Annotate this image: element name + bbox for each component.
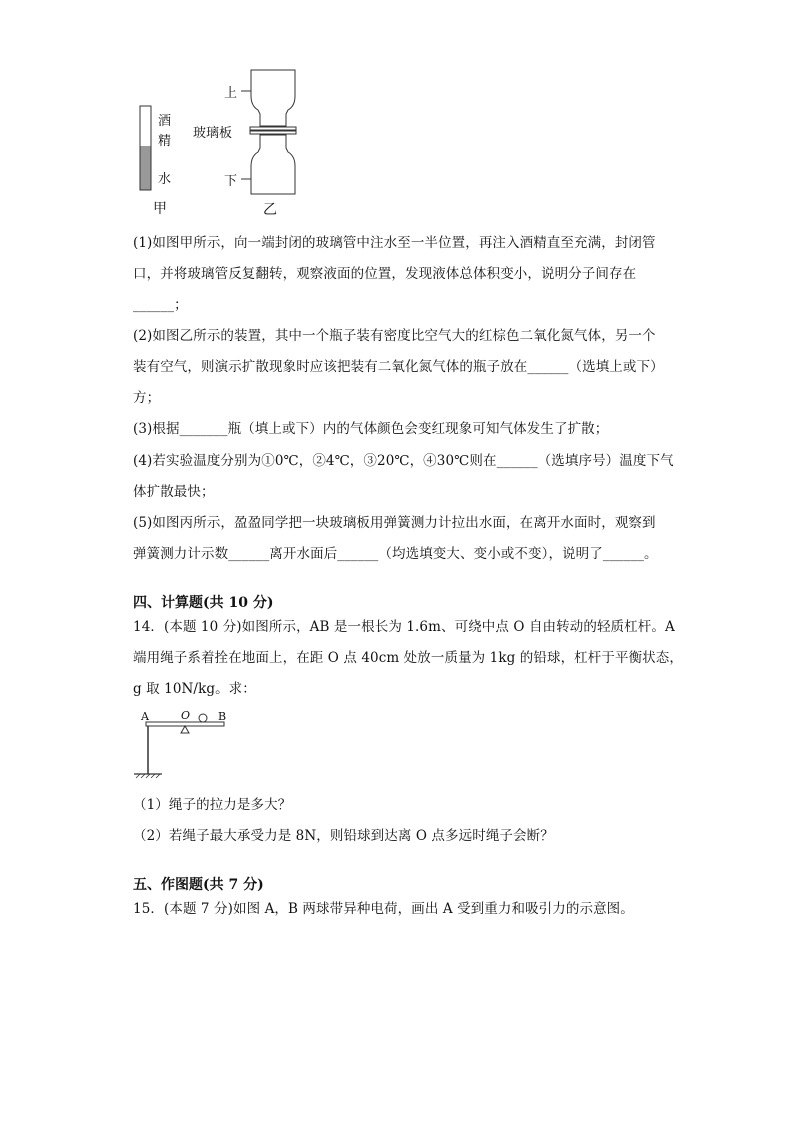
label-glass-plate: 玻璃板	[193, 126, 233, 141]
lever-label-o: O	[181, 709, 191, 722]
q13-p5-line1: (5)如图丙所示，盈盈同学把一块玻璃板用弹簧测力计拉出水面，在离开水面时，观察到	[133, 515, 656, 531]
figure-jia	[133, 100, 193, 220]
q14-line2: 端用绳子系着拴在地面上，在距 O 点 40cm 处放一质量为 1kg 的铅球，杠杆于平衡状态，	[133, 650, 683, 666]
q13-p2-line2: 装有空气，则演示扩散现象时应该把装有二氧化氮气体的瓶子放在______（选填上或下）	[133, 359, 664, 375]
q15-line1: 15．(本题 7 分)如图 A，B 两球带异种电荷，画出 A 受到重力和吸引力的示意图。	[133, 901, 634, 917]
section4-heading: 四、计算题(共 10 分)	[133, 595, 274, 611]
q14-sub2: （2）若绳子最大承受力是 8N，则铅球到达离 O 点多远时绳子会断？	[133, 828, 554, 844]
q13-p1-line3: ______；	[133, 297, 188, 313]
label-water: 水	[158, 172, 172, 187]
caption-jia: 甲	[153, 201, 167, 217]
figure-yi	[193, 66, 328, 221]
q14-line1: 14．(本题 10 分)如图所示，AB 是一根长为 1.6m、可绕中点 O 自由转动的轻质杠杆。A	[133, 619, 675, 635]
caption-yi: 乙	[263, 202, 277, 218]
label-lower: 下	[224, 174, 238, 189]
q13-p1-line2: 口，并将玻璃管反复翻转，观察液面的位置，发现液体总体积变小，说明分子间存在	[133, 266, 637, 282]
q13-p2-line1: (2)如图乙所示的装置，其中一个瓶子装有密度比空气大的红棕色二氧化氮气体，另一个	[133, 328, 656, 344]
label-alcohol-1: 酒	[158, 114, 172, 129]
lever-label-b: B	[218, 710, 227, 723]
q13-p2-line3: 方；	[133, 390, 161, 406]
q14-sub1: （1）绳子的拉力是多大？	[133, 797, 292, 813]
q13-p1-line1: (1)如图甲所示，向一端封闭的玻璃管中注水至一半位置，再注入酒精直至充满，封闭管	[133, 235, 656, 251]
q13-p4-line2: 体扩散最快；	[133, 484, 215, 500]
lever-figure	[130, 708, 240, 780]
q14-line3: g 取 10N/kg。求：	[133, 681, 256, 697]
lever-label-a: A	[141, 710, 149, 723]
q13-p5-line2: 弹簧测力计示数______离开水面后______（均选填变大、变小或不变），说明了______。	[133, 546, 658, 562]
q13-p4-line1: (4)若实验温度分别为①0℃，②4℃，③20℃，④30℃则在______（选填序号）温度下气	[133, 453, 674, 469]
label-alcohol-2: 精	[158, 134, 172, 149]
q13-p3-line1: (3)根据_______瓶（填上或下）内的气体颜色会变红现象可知气体发生了扩散；	[133, 421, 609, 437]
label-upper: 上	[224, 86, 238, 101]
section5-heading: 五、作图题(共 7 分)	[133, 877, 264, 893]
